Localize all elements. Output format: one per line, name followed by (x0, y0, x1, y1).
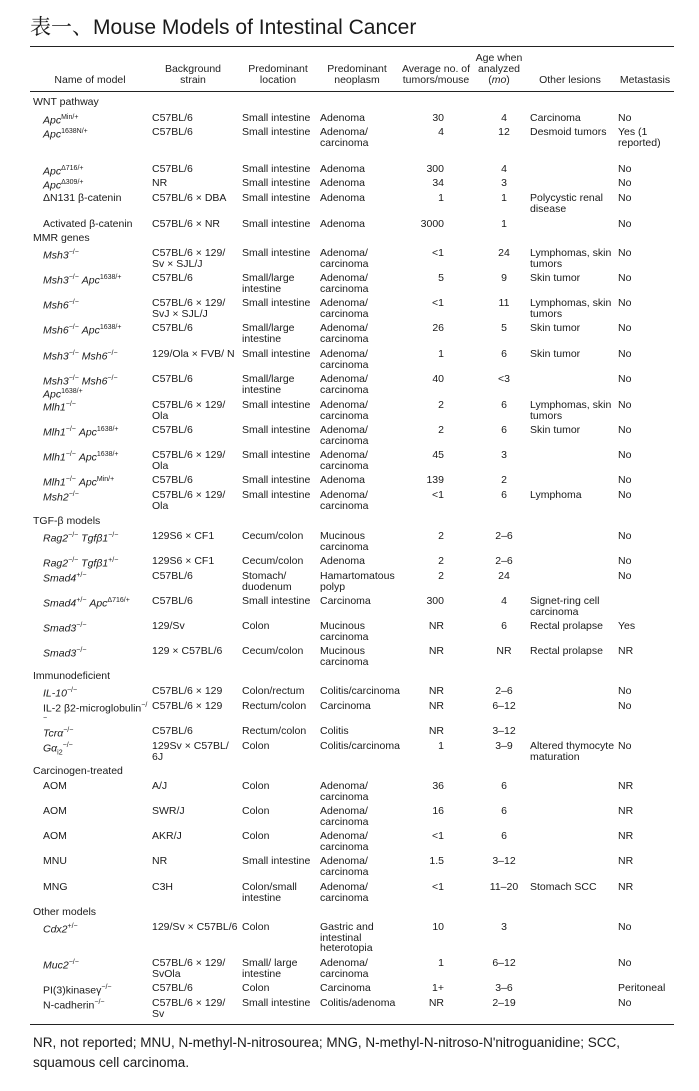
model-name: Apc$^{1638N/+}$ (43, 128, 88, 141)
location: Small intestine (242, 112, 311, 124)
location: Small/ large intestine (242, 957, 298, 980)
header-age-analyzed: Age when analyzed (mo) (475, 52, 523, 86)
header-average-tumors: Average no. of tumors/mouse (401, 63, 471, 86)
avg-tumors: <1 (432, 247, 444, 259)
avg-tumors: 36 (432, 780, 444, 792)
avg-tumors: 2 (438, 424, 444, 436)
section-label: MMR genes (33, 232, 90, 244)
model-name: Smad4+/− Apc$^{\Delta 716/+}$ (43, 597, 130, 610)
metastasis: Yes (618, 620, 636, 632)
neoplasm: Colitis (320, 725, 349, 737)
model-name: Apc$^{Min/+}$ (43, 114, 79, 127)
footnote: NR, not reported; MNU, N-methyl-N-nitrosourea; MNG, N-methyl-N-nitroso-N'nitroguanidine; SCC, squamous cell carcinoma. (33, 1035, 620, 1070)
model-name: Msh3−/− (43, 249, 79, 262)
neoplasm: Adenoma/ carcinoma (320, 272, 369, 295)
avg-tumors: NR (428, 997, 444, 1009)
age-analyzed: 3 (501, 921, 507, 933)
avg-tumors: NR (428, 725, 444, 737)
metastasis: Yes (1 reported) (618, 126, 661, 149)
metastasis: NR (618, 780, 634, 792)
location: Small intestine (242, 855, 311, 867)
other-lesions: Rectal prolapse (530, 620, 603, 632)
location: Colon/small intestine (242, 881, 297, 904)
metastasis: NR (618, 855, 634, 867)
age-analyzed: <3 (498, 373, 510, 385)
other-lesions: Desmoid tumors (530, 126, 607, 138)
neoplasm: Carcinoma (320, 595, 371, 607)
background-strain: C57BL/6 (152, 163, 193, 175)
background-strain: SWR/J (152, 805, 185, 817)
avg-tumors: <1 (432, 830, 444, 842)
avg-tumors: 2 (438, 399, 444, 411)
model-name: Rag2−/− Tgfβ1−/− (43, 532, 119, 545)
other-lesions: Polycystic renal disease (530, 192, 603, 215)
metastasis: No (618, 112, 632, 124)
background-strain: C57BL/6 (152, 112, 193, 124)
background-strain: AKR/J (152, 830, 182, 842)
model-name: IL-2 β2-microglobulin−/− (43, 702, 148, 722)
location: Small intestine (242, 474, 311, 486)
metastasis: No (618, 218, 632, 230)
other-lesions: Skin tumor (530, 272, 581, 284)
age-analyzed: 4 (501, 595, 507, 607)
model-name: ΔN131 β-catenin (43, 192, 122, 204)
background-strain: C57BL/6 × NR (152, 218, 220, 230)
neoplasm: Adenoma (320, 218, 365, 230)
location: Stomach/ duodenum (242, 570, 292, 593)
other-lesions: Signet-ring cell carcinoma (530, 595, 600, 618)
model-name: Msh3−/− Msh6−/− (43, 350, 118, 363)
background-strain: 129Sv × C57BL/ 6J (152, 740, 229, 763)
background-strain: C57BL/6 (152, 570, 193, 582)
other-lesions: Stomach SCC (530, 881, 597, 893)
avg-tumors: 1 (438, 348, 444, 360)
age-analyzed: 5 (501, 322, 507, 334)
location: Colon (242, 780, 270, 792)
background-strain: C57BL/6 (152, 126, 193, 138)
neoplasm: Adenoma/ carcinoma (320, 805, 369, 828)
background-strain: C3H (152, 881, 174, 893)
age-analyzed: 2 (501, 474, 507, 486)
neoplasm: Adenoma (320, 192, 365, 204)
bottom-rule (30, 1024, 674, 1025)
header-rule (30, 91, 674, 92)
model-name: MNG (43, 881, 68, 893)
avg-tumors: <1 (432, 489, 444, 501)
background-strain: 129/Sv × C57BL/6 (152, 921, 238, 933)
background-strain: 129 × C57BL/6 (152, 645, 223, 657)
section-label: WNT pathway (33, 96, 99, 108)
background-strain: A/J (152, 780, 168, 792)
model-name: AOM (43, 780, 67, 792)
model-name: Activated β-catenin (43, 218, 133, 230)
header-predominant-location: Predominant location (248, 63, 308, 86)
location: Small intestine (242, 399, 311, 411)
metastasis: No (618, 247, 632, 259)
location: Small intestine (242, 163, 311, 175)
avg-tumors: 4 (438, 126, 444, 138)
age-analyzed: 6 (501, 489, 507, 501)
neoplasm: Adenoma (320, 474, 365, 486)
neoplasm: Adenoma/ carcinoma (320, 449, 369, 472)
neoplasm: Mucinous carcinoma (320, 620, 369, 643)
avg-tumors: 1+ (432, 982, 444, 994)
background-strain: C57BL/6 × 129/ Sv (152, 997, 226, 1020)
background-strain: C57BL/6 (152, 424, 193, 436)
metastasis: No (618, 449, 632, 461)
header-predominant-neoplasm: Predominant neoplasm (327, 63, 387, 86)
model-name: Mlh1−/− Apc$^{1638/+}$ (43, 451, 119, 464)
location: Small intestine (242, 348, 311, 360)
model-name: Apc$^{\Delta 716/+}$ (43, 165, 84, 178)
age-analyzed: 6 (501, 780, 507, 792)
location: Rectum/colon (242, 725, 307, 737)
background-strain: C57BL/6 × 129/ Ola (152, 489, 226, 512)
neoplasm: Adenoma/ carcinoma (320, 348, 369, 371)
metastasis: No (618, 424, 632, 436)
model-name: MNU (43, 855, 67, 867)
model-name: N-cadherin−/− (43, 999, 105, 1012)
neoplasm: Adenoma/ carcinoma (320, 373, 369, 396)
neoplasm: Adenoma/ carcinoma (320, 957, 369, 980)
model-name: AOM (43, 805, 67, 817)
background-strain: C57BL/6 × 129 (152, 685, 223, 697)
background-strain: C57BL/6 × 129 (152, 700, 223, 712)
metastasis: NR (618, 645, 634, 657)
neoplasm: Adenoma (320, 555, 365, 567)
location: Cecum/colon (242, 555, 304, 567)
section-label: Immunodeficient (33, 670, 111, 682)
avg-tumors: NR (428, 620, 444, 632)
metastasis: No (618, 322, 632, 334)
neoplasm: Adenoma/ carcinoma (320, 126, 369, 149)
avg-tumors: 16 (432, 805, 444, 817)
metastasis: No (618, 192, 632, 204)
metastasis: No (618, 685, 632, 697)
avg-tumors: <1 (432, 881, 444, 893)
neoplasm: Gastric and intestinal heterotopia (320, 921, 374, 954)
avg-tumors: 1.5 (429, 855, 444, 867)
avg-tumors: 1 (438, 957, 444, 969)
age-analyzed: 6 (501, 424, 507, 436)
background-strain: C57BL/6 (152, 373, 193, 385)
location: Colon (242, 805, 270, 817)
age-analyzed: 3 (501, 449, 507, 461)
background-strain: C57BL/6 × 129/ SvOla (152, 957, 226, 980)
background-strain: C57BL/6 × DBA (152, 192, 227, 204)
metastasis: No (618, 177, 632, 189)
location: Colon (242, 921, 270, 933)
section-label: Carcinogen-treated (33, 765, 123, 777)
age-analyzed: 4 (501, 112, 507, 124)
neoplasm: Hamartomatous polyp (320, 570, 395, 593)
age-analyzed: 24 (498, 247, 510, 259)
neoplasm: Adenoma (320, 177, 365, 189)
background-strain: C57BL/6 (152, 322, 193, 334)
avg-tumors: 40 (432, 373, 444, 385)
avg-tumors: 45 (432, 449, 444, 461)
neoplasm: Adenoma/ carcinoma (320, 830, 369, 853)
neoplasm: Adenoma (320, 163, 365, 175)
model-name: Smad3−/− (43, 647, 87, 660)
section-label: Other models (33, 906, 97, 918)
location: Small intestine (242, 997, 311, 1009)
model-name: Msh6−/− (43, 299, 79, 312)
neoplasm: Adenoma/ carcinoma (320, 322, 369, 345)
model-name: Smad3−/− (43, 622, 87, 635)
section-label: TGF-β models (33, 515, 101, 527)
model-name: PI(3)kinaseγ−/− (43, 984, 112, 997)
location: Colon (242, 982, 270, 994)
other-lesions: Carcinoma (530, 112, 581, 124)
metastasis: No (618, 163, 632, 175)
location: Small intestine (242, 192, 311, 204)
background-strain: C57BL/6 (152, 474, 193, 486)
neoplasm: Carcinoma (320, 982, 371, 994)
top-rule (30, 46, 674, 47)
age-analyzed: 6–12 (492, 957, 516, 969)
metastasis: No (618, 997, 632, 1009)
avg-tumors: 10 (432, 921, 444, 933)
other-lesions: Skin tumor (530, 322, 581, 334)
age-analyzed: 6 (501, 620, 507, 632)
metastasis: No (618, 921, 632, 933)
location: Colon/rectum (242, 685, 305, 697)
other-lesions: Lymphomas, skin tumors (530, 297, 612, 320)
avg-tumors: NR (428, 700, 444, 712)
neoplasm: Colitis/adenoma (320, 997, 396, 1009)
metastasis: No (618, 297, 632, 309)
background-strain: NR (152, 855, 168, 867)
age-analyzed: 3 (501, 177, 507, 189)
location: Small intestine (242, 126, 311, 138)
neoplasm: Adenoma/ carcinoma (320, 297, 369, 320)
avg-tumors: 3000 (420, 218, 444, 230)
location: Small intestine (242, 449, 311, 461)
metastasis: No (618, 957, 632, 969)
avg-tumors: 139 (426, 474, 444, 486)
avg-tumors: 2 (438, 555, 444, 567)
model-name: Msh6−/− Apc$^{1638/+}$ (43, 324, 122, 337)
location: Rectum/colon (242, 700, 307, 712)
background-strain: C57BL/6 (152, 725, 193, 737)
neoplasm: Carcinoma (320, 700, 371, 712)
background-strain: 129/Ola × FVB/ N (152, 348, 235, 360)
background-strain: C57BL/6 × 129/ SvJ × SJL/J (152, 297, 226, 320)
location: Colon (242, 620, 270, 632)
other-lesions: Skin tumor (530, 348, 581, 360)
background-strain: C57BL/6 × 129/ Ola (152, 449, 226, 472)
avg-tumors: 2 (438, 530, 444, 542)
avg-tumors: NR (428, 685, 444, 697)
age-analyzed: 1 (501, 192, 507, 204)
age-analyzed: 12 (498, 126, 510, 138)
age-analyzed: 2–6 (495, 555, 513, 567)
model-name: $G\alpha_{i2}^{-/-}$ (43, 742, 73, 757)
neoplasm: Adenoma (320, 112, 365, 124)
metastasis: No (618, 272, 632, 284)
background-strain: C57BL/6 × 129/ Ola (152, 399, 226, 422)
background-strain: C57BL/6 × 129/ Sv × SJL/J (152, 247, 226, 270)
location: Small/large intestine (242, 272, 295, 295)
age-analyzed: 11 (498, 297, 510, 309)
table-title: 表一、Mouse Models of Intestinal Cancer (30, 16, 417, 39)
avg-tumors: 1 (438, 740, 444, 752)
model-name: Msh2−/− (43, 491, 79, 504)
metastasis: No (618, 740, 632, 752)
avg-tumors: 300 (426, 595, 444, 607)
header-name-of-model: Name of model (54, 74, 126, 86)
metastasis: No (618, 489, 632, 501)
background-strain: 129S6 × CF1 (152, 555, 215, 567)
avg-tumors: 300 (426, 163, 444, 175)
header-age-unit: mo (491, 74, 507, 86)
age-analyzed: 3–12 (492, 855, 516, 867)
location: Small intestine (242, 297, 311, 309)
age-analyzed: 2–19 (492, 997, 516, 1009)
age-analyzed: 6–12 (492, 700, 516, 712)
header-metastasis: Metastasis (619, 74, 671, 86)
neoplasm: Adenoma/ carcinoma (320, 489, 369, 512)
age-analyzed: 6 (501, 399, 507, 411)
model-name: AOM (43, 830, 67, 842)
location: Colon (242, 740, 270, 752)
neoplasm: Mucinous carcinoma (320, 530, 369, 553)
metastasis: NR (618, 805, 634, 817)
location: Cecum/colon (242, 530, 304, 542)
location: Cecum/colon (242, 645, 304, 657)
model-name: Cdx2+/− (43, 923, 78, 936)
age-analyzed: 1 (501, 218, 507, 230)
other-lesions: Lymphoma (530, 489, 582, 501)
age-analyzed: 6 (501, 348, 507, 360)
age-analyzed: 2–6 (495, 685, 513, 697)
location: Small/large intestine (242, 322, 295, 345)
other-lesions: Rectal prolapse (530, 645, 603, 657)
age-analyzed: 2–6 (495, 530, 513, 542)
age-analyzed: 3–6 (495, 982, 513, 994)
background-strain: 129/Sv (152, 620, 185, 632)
location: Small intestine (242, 177, 311, 189)
neoplasm: Colitis/carcinoma (320, 740, 400, 752)
avg-tumors: 5 (438, 272, 444, 284)
location: Small intestine (242, 595, 311, 607)
avg-tumors: 26 (432, 322, 444, 334)
avg-tumors: 2 (438, 570, 444, 582)
model-name: Mlh1−/− Apc$^{Min/+}$ (43, 476, 115, 489)
metastasis: No (618, 555, 632, 567)
header-other-lesions: Other lesions (539, 74, 601, 86)
neoplasm: Adenoma/ carcinoma (320, 424, 369, 447)
age-analyzed: 3–12 (492, 725, 516, 737)
metastasis: No (618, 373, 632, 385)
metastasis: No (618, 530, 632, 542)
background-strain: NR (152, 177, 168, 189)
neoplasm: Adenoma/ carcinoma (320, 881, 369, 904)
location: Colon (242, 830, 270, 842)
background-strain: C57BL/6 (152, 595, 193, 607)
model-name: Mlh1−/− Apc$^{1638/+}$ (43, 426, 119, 439)
other-lesions: Skin tumor (530, 424, 581, 436)
neoplasm: Colitis/carcinoma (320, 685, 400, 697)
model-name: Smad4+/− (43, 572, 87, 585)
location: Small intestine (242, 247, 311, 259)
model-name: Tcrα−/− (43, 727, 74, 740)
background-strain: C57BL/6 (152, 982, 193, 994)
age-analyzed: 3–9 (495, 740, 513, 752)
avg-tumors: 1 (438, 192, 444, 204)
avg-tumors: <1 (432, 297, 444, 309)
neoplasm: Adenoma/ carcinoma (320, 780, 369, 803)
header-age-text: Age when analyzed (475, 52, 523, 75)
age-analyzed: 24 (498, 570, 510, 582)
header-background-strain: Background strain (164, 63, 222, 86)
avg-tumors: NR (428, 645, 444, 657)
location: Small intestine (242, 489, 311, 501)
age-analyzed: 6 (501, 805, 507, 817)
age-analyzed: 6 (501, 830, 507, 842)
age-analyzed: 11–20 (489, 881, 519, 893)
other-lesions: Lymphomas, skin tumors (530, 399, 612, 422)
model-name: IL-10−/− (43, 687, 78, 700)
metastasis: No (618, 700, 632, 712)
location: Small/large intestine (242, 373, 295, 396)
location: Small intestine (242, 218, 311, 230)
location: Small intestine (242, 424, 311, 436)
age-analyzed: 9 (501, 272, 507, 284)
avg-tumors: 34 (432, 177, 444, 189)
model-name: Mlh1−/− (43, 401, 76, 414)
metastasis: NR (618, 881, 634, 893)
neoplasm: Adenoma/ carcinoma (320, 855, 369, 878)
other-lesions: Altered thymocyte maturation (530, 740, 615, 763)
metastasis: NR (618, 830, 634, 842)
model-name: Apc$^{\Delta 309/+}$ (43, 179, 84, 192)
background-strain: C57BL/6 (152, 272, 193, 284)
model-name: Rag2−/− Tgfβ1+/− (43, 557, 119, 570)
age-analyzed: 4 (501, 163, 507, 175)
model-name: Muc2−/− (43, 959, 79, 972)
avg-tumors: 30 (432, 112, 444, 124)
background-strain: 129S6 × CF1 (152, 530, 215, 542)
age-analyzed: NR (496, 645, 512, 657)
metastasis: Peritoneal (618, 982, 666, 994)
metastasis: No (618, 570, 632, 582)
metastasis: No (618, 474, 632, 486)
neoplasm: Adenoma/ carcinoma (320, 399, 369, 422)
model-name: Msh3−/− Apc$^{1638/+}$ (43, 274, 122, 287)
metastasis: No (618, 399, 632, 411)
neoplasm: Adenoma/ carcinoma (320, 247, 369, 270)
other-lesions: Lymphomas, skin tumors (530, 247, 612, 270)
neoplasm: Mucinous carcinoma (320, 645, 369, 668)
metastasis: No (618, 348, 632, 360)
model-name: Msh3−/− Msh6−/− Apc$^{1638/+}$ (43, 375, 118, 401)
